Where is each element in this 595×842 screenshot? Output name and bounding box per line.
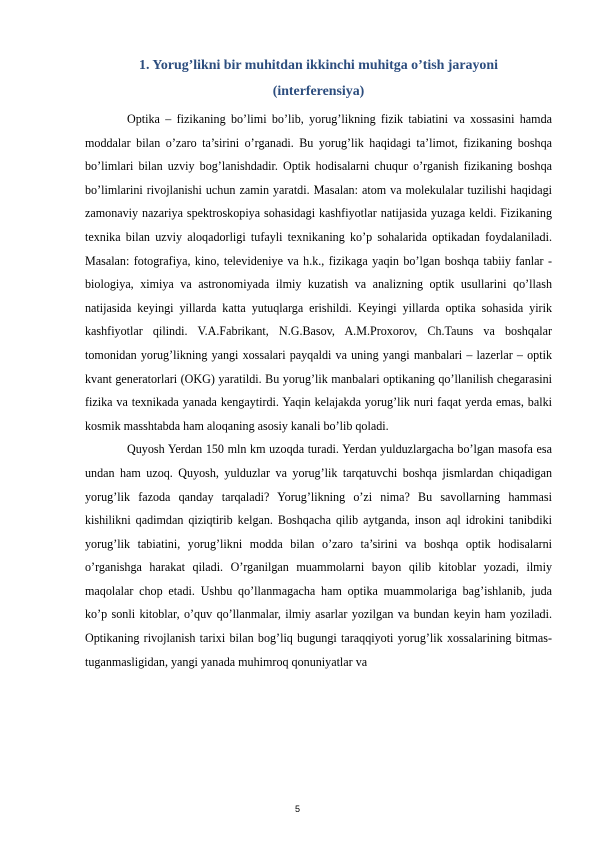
heading-line-1: 1. Yorug’likni bir muhitdan ikkinchi muhitga o’tish jarayoni [139, 58, 498, 73]
page-number: 5 [294, 804, 300, 814]
paragraph-sun-light: Quyosh Yerdan 150 mln km uzoqda turadi. Yerdan yulduzlargacha bo’lgan masofa esa undan ham uzoq. Quyosh, yulduzlar va yorug’lik tarqatuvchi boshqa jismlardan chiqadigan yorug’lik fazoda qanday tarqaladi? Yorug’likning o’zi nima? Bu savollarning hammasi kishilikni qadimdan qiziqtirib kelgan. Boshqacha qilib aytganda, inson aql idrokini tanibdiki yorug’lik tabiatini, yorug’likni modda bilan o’zaro ta’sirini va boshqa optik hodisalarni o’rganishga harakat qiladi. O’rganilgan muammolarni bayon qilib kitoblar yozadi, ilmiy maqolalar chop etadi. Ushbu qo’llanmagacha ham optika muammolariga bag’ishlanib, juda ko’p sonli kitoblar, o’quv qo’llanmalar, ilmiy asarlar yozilgan va bundan keyin ham yoziladi. Optikaning rivojlanish tarixi bilan bog’liq bugungi taraqqiyoti yorug’lik xossalarining bitmas-tuganmasligidan, yangi yanada muhimroq qonuniyatlar va [85, 442, 552, 669]
heading-line-2: (interferensiya) [272, 84, 365, 99]
page-content [85, 53, 552, 674]
paragraph-optics-intro: Optika – fizikaning bo’limi bo’lib, yorug’likning fizik tabiatini va xossasini hamda moddalar bilan o’zaro ta’sirini o’rganadi. Bu yorug’lik haqidagi ta’limot, fizikaning boshqa bo’limlari bilan uzviy bog’lanishdadir. Optik hodisalarni chuqur o’rganish fizikaning boshqa bo’limlarini rivojlanishi uchun zamin yaratdi. Masalan: atom va molekulalar tuzilishi haqidagi zamonaviy nazariya spektroskopiya sohasidagi kashfiyotlar natijasida yuzaga keldi. Fizikaning texnika bilan uzviy aloqadorligi tufayli texnikaning ko’p sohalarida optikadan foydalaniladi. Masalan: fotografiya, kino, televideniye va h.k., fizikaga yaqin bo’lgan boshqa tabiiy fanlar - biologiya, ximiya va astronomiyada ilmiy kuzatish va analizning optik usullarini qo’llash natijasida keyingi yillarda katta yutuqlarga erishildi. Keyingi yillarda optika sohasida yirik kashfiyotlar qilindi. V.A.Fabrikant, N.G.Basov, A.M.Proxorov, Ch.Tauns va boshqalar tomonidan yorug’likning yangi xossalari payqaldi va uning yangi manbalari – lazerlar – optik kvant generatorlari (OKG) yaratildi. Bu yorug’lik manbalari optikaning qo’llanilish chegarasini fizika va texnikada yanada kengaytirdi. Yaqin kelajakda yorug’lik nuri faqat yerda emas, balki kosmik masshtabda ham aloqaning asosiy kanali bo’lib qoladi. [85, 112, 552, 433]
section-heading [85, 53, 552, 105]
